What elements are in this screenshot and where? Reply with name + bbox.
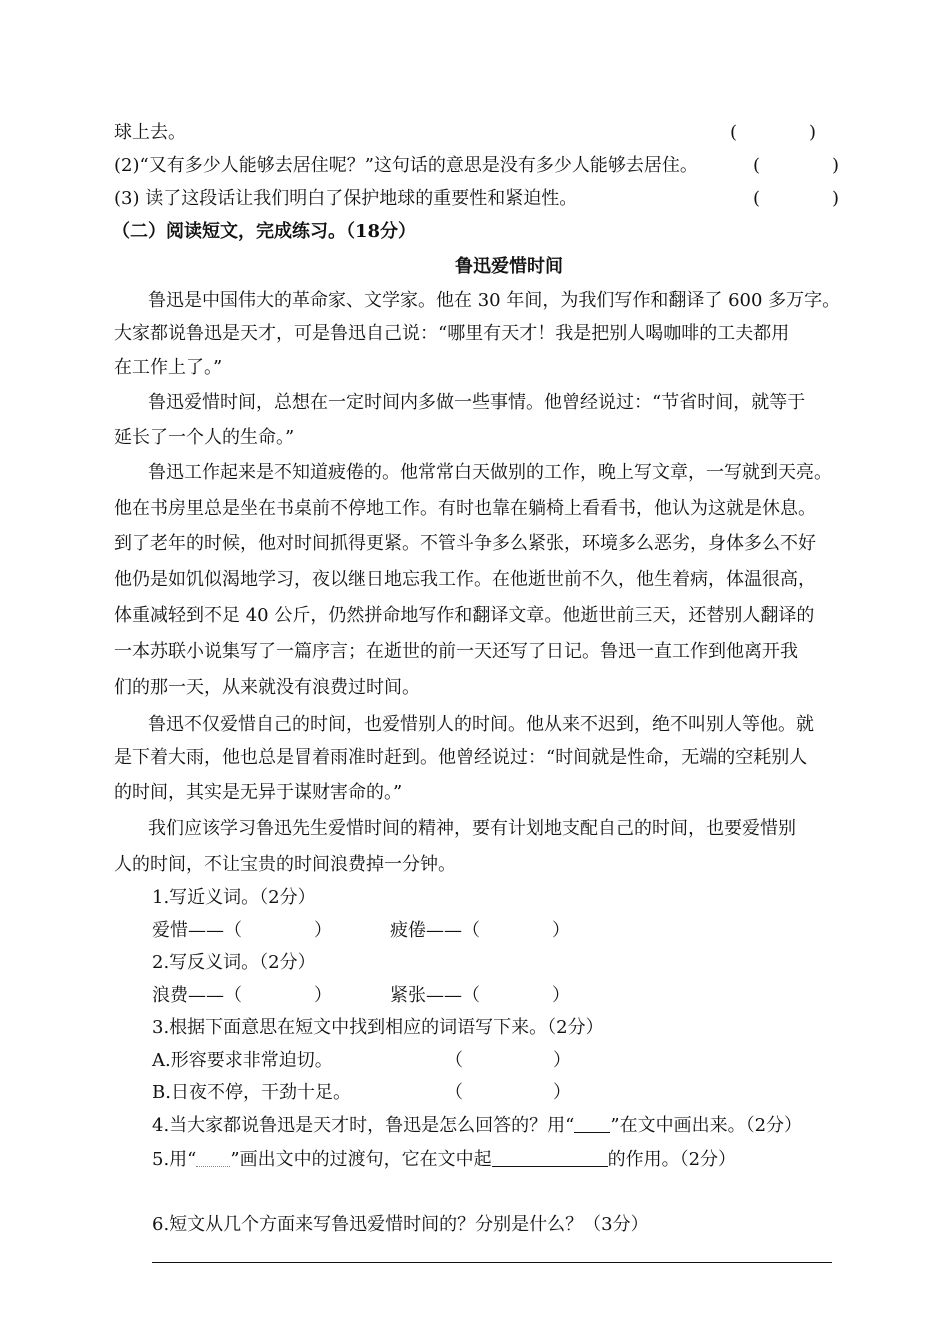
question-5 — [152, 1147, 736, 1173]
article-line: 他仍是如饥似渴地学习，夜以继日地忘我工作。在他逝世前不久，他生着病，体温很高， — [114, 569, 816, 590]
prev-line-2: (2)“又有多少人能够去居住呢？”这句话的意思是没有多少人能够去居住。 — [114, 155, 698, 176]
question-3-item-b: B.日夜不停，干劲十足。 — [152, 1082, 351, 1103]
question-1-item-a: 爱惜——（ ） — [152, 920, 332, 941]
question-2-item-a: 浪费——（ ） — [152, 985, 332, 1006]
article-line: 我们应该学习鲁迅先生爱惜时间的精神，要有计划地支配自己的时间，也要爱惜别 — [148, 818, 796, 839]
question-6-prompt: 6.短文从几个方面来写鲁迅爱惜时间的？分别是什么？（3分） — [152, 1214, 649, 1235]
section-heading: （二）阅读短文，完成练习。（18分） — [112, 221, 417, 242]
question-3-prompt: 3.根据下面意思在短文中找到相应的词语写下来。（2分） — [152, 1017, 604, 1038]
question-3-item-a: A.形容要求非常迫切。 — [152, 1050, 333, 1071]
question-2-item-b: 紧张——（ ） — [390, 985, 570, 1006]
article-line: 们的那一天，从来就没有浪费过时间。 — [114, 677, 420, 698]
article-line: 鲁迅是中国伟大的革命家、文学家。他在 30 年间，为我们写作和翻译了 600 多万字。 — [148, 290, 841, 311]
answer-blank[interactable] — [492, 1148, 608, 1167]
article-line: 大家都说鲁迅是天才，可是鲁迅自己说：“哪里有天才！我是把别人喝咖啡的工夫都用 — [114, 323, 790, 344]
question-4 — [152, 1113, 802, 1139]
answer-paren: （ ） — [445, 1082, 571, 1103]
article-line: 的时间，其实是无异于谋财害命的。” — [114, 782, 403, 803]
answer-paren: ( ) — [753, 188, 840, 209]
question-5-text-end: 的作用。（2分） — [607, 1149, 737, 1170]
article-line: 鲁迅不仅爱惜自己的时间，也爱惜别人的时间。他从来不迟到，绝不叫别人等他。就 — [148, 714, 814, 735]
prev-line-3: (3) 读了这段话让我们明白了保护地球的重要性和紧迫性。 — [114, 188, 578, 209]
article-line: 他在书房里总是坐在书桌前不停地工作。有时也靠在躺椅上看看书，他认为这就是休息。 — [114, 498, 816, 519]
article-line: 人的时间，不让宝贵的时间浪费掉一分钟。 — [114, 854, 456, 875]
article-line: 是下着大雨，他也总是冒着雨准时赶到。他曾经说过：“时间就是性命，无端的空耗别人 — [114, 747, 808, 768]
question-2-prompt: 2.写反义词。（2分） — [152, 952, 316, 973]
article-line: 延长了一个人的生命。” — [114, 427, 295, 448]
article-line: 鲁迅工作起来是不知道疲倦的。他常常白天做别的工作，晚上写文章，一写就到天亮。 — [148, 462, 832, 483]
question-4-text: 4.当大家都说鲁迅是天才时，鲁迅是怎么回答的？用“ — [152, 1115, 575, 1136]
article-title: 鲁迅爱惜时间 — [455, 256, 563, 277]
article-line: 体重减轻到不足 40 公斤，仍然拼命地写作和翻译文章。他逝世前三天，还替别人翻译的 — [114, 605, 815, 626]
answer-paren: ( ) — [753, 155, 840, 176]
article-line: 到了老年的时候，他对时间抓得更紧。不管斗争多么紧张，环境多么恶劣，身体多么不好 — [114, 533, 816, 554]
article-line: 一本苏联小说集写了一篇序言；在逝世的前一天还写了日记。鲁迅一直工作到他离开我 — [114, 641, 798, 662]
article-line: 鲁迅爱惜时间，总想在一定时间内多做一些事情。他曾经说过：“节省时间，就等于 — [148, 392, 806, 413]
question-5-text: 5.用“ — [152, 1149, 197, 1170]
answer-line[interactable] — [152, 1262, 832, 1263]
question-1-item-b: 疲倦——（ ） — [390, 920, 570, 941]
article-line: 在工作上了。” — [114, 357, 223, 378]
question-4-text-end: ”在文中画出来。（2分） — [610, 1115, 803, 1136]
prev-line-1: 球上去。 — [114, 122, 186, 143]
answer-paren: （ ） — [445, 1050, 571, 1071]
wavy-line-sample — [196, 1152, 230, 1167]
answer-paren: ( ) — [730, 122, 817, 143]
question-1-prompt: 1.写近义词。（2分） — [152, 887, 316, 908]
underline-sample — [574, 1114, 610, 1133]
question-5-text-mid: ”画出文中的过渡句，它在文中起 — [230, 1149, 492, 1170]
